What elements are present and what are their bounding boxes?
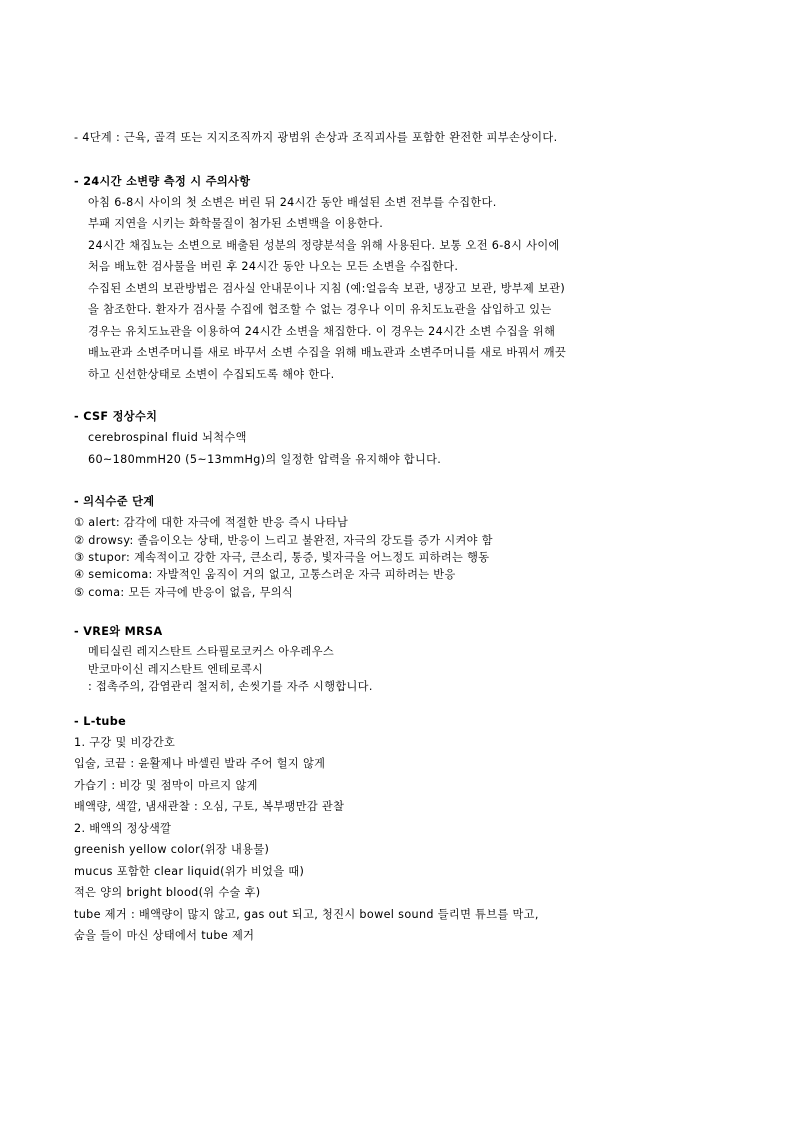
consciousness-heading: - 의식수준 단계: [74, 495, 155, 508]
consciousness-item: ④ semicoma: 자발적인 움직이 거의 없고, 고통스러운 자극 피하려는 반응: [74, 568, 456, 581]
csf-line: cerebrospinal fluid 뇌척수액: [88, 431, 247, 444]
urine-heading: - 24시간 소변량 측정 시 주의사항: [74, 175, 251, 188]
ltube-line: mucus 포함한 clear liquid(위가 비었을 때): [74, 865, 305, 878]
stage4-line: - 4단계 : 근육, 골격 또는 지지조직까지 광범위 손상과 조직괴사를 포함한 완전한 피부손상이다.: [74, 131, 558, 144]
consciousness-item: ③ stupor: 계속적이고 강한 자극, 큰소리, 통증, 빛자극을 어느정도 피하려는 행동: [74, 551, 490, 564]
ltube-line: 2. 배액의 정상색깔: [74, 822, 172, 835]
ltube-line: 가습기 : 비강 및 점막이 마르지 않게: [74, 779, 258, 792]
urine-line: 배뇨관과 소변주머니를 새로 바꾸서 소변 수집을 위해 배뇨관과 소변주머니를 새로 바꿔서 깨끗: [88, 346, 567, 359]
vre-line: : 접촉주의, 감염관리 철저히, 손씻기를 자주 시행합니다.: [88, 680, 373, 693]
ltube-line: 배액량, 색깔, 냄새관찰 : 오심, 구토, 복부팽만감 관찰: [74, 800, 345, 813]
ltube-line: 숨을 들이 마신 상태에서 tube 제거: [74, 929, 255, 942]
ltube-heading: - L-tube: [74, 715, 127, 728]
ltube-line: greenish yellow color(위장 내용물): [74, 843, 270, 856]
ltube-line: 적은 양의 bright blood(위 수술 후): [74, 886, 261, 899]
consciousness-item: ① alert: 감각에 대한 자극에 적절한 반응 즉시 나타남: [74, 516, 349, 529]
ltube-line: tube 제거 : 배액량이 많지 않고, gas out 되고, 청진시 bowel sound 들리면 튜브를 막고,: [74, 908, 539, 921]
csf-heading: - CSF 정상수치: [74, 410, 158, 423]
consciousness-item: ② drowsy: 졸음이오는 상태, 반응이 느리고 불완전, 자극의 강도를 증가 시켜야 함: [74, 534, 493, 547]
vre-line: 반코마이신 레지스탄트 엔테로콕시: [88, 663, 264, 676]
vre-line: 메티실린 레지스탄트 스타필로코커스 아우레우스: [88, 645, 335, 658]
urine-line: 부패 지연을 시키는 화학물질이 첨가된 소변백을 이용한다.: [88, 217, 384, 230]
vre-heading: - VRE와 MRSA: [74, 625, 163, 638]
urine-line: 하고 신선한상태로 소변이 수집되도록 해야 한다.: [88, 368, 335, 381]
consciousness-item: ⑤ coma: 모든 자극에 반응이 없음, 무의식: [74, 586, 294, 599]
urine-line: 처음 배뇨한 검사물을 버린 후 24시간 동안 나오는 모든 소변을 수집한다.: [88, 260, 459, 273]
csf-line: 60~180mmH20 (5~13mmHg)의 일정한 압력을 유지해야 합니다.: [88, 453, 442, 466]
urine-line: 24시간 채집뇨는 소변으로 배출된 성분의 정량분석을 위해 사용된다. 보통 오전 6-8시 사이에: [88, 239, 560, 252]
ltube-line: 입술, 코끝 : 윤활제나 바셀린 발라 주어 헐지 않게: [74, 757, 326, 770]
urine-line: 수집된 소변의 보관방법은 검사실 안내문이나 지침 (예:얼음속 보관, 냉장고 보관, 방부제 보관): [88, 282, 566, 295]
urine-line: 경우는 유치도뇨관을 이용하여 24시간 소변을 채집한다. 이 경우는 24시간 소변 수집을 위해: [88, 325, 556, 338]
ltube-line: 1. 구강 및 비강간호: [74, 736, 176, 749]
urine-line: 을 참조한다. 환자가 검사물 수집에 협조할 수 없는 경우나 이미 유치도뇨관을 삽입하고 있는: [88, 303, 552, 316]
urine-line: 아침 6-8시 사이의 첫 소변은 버린 뒤 24시간 동안 배설된 소변 전부를 수집한다.: [88, 196, 497, 209]
